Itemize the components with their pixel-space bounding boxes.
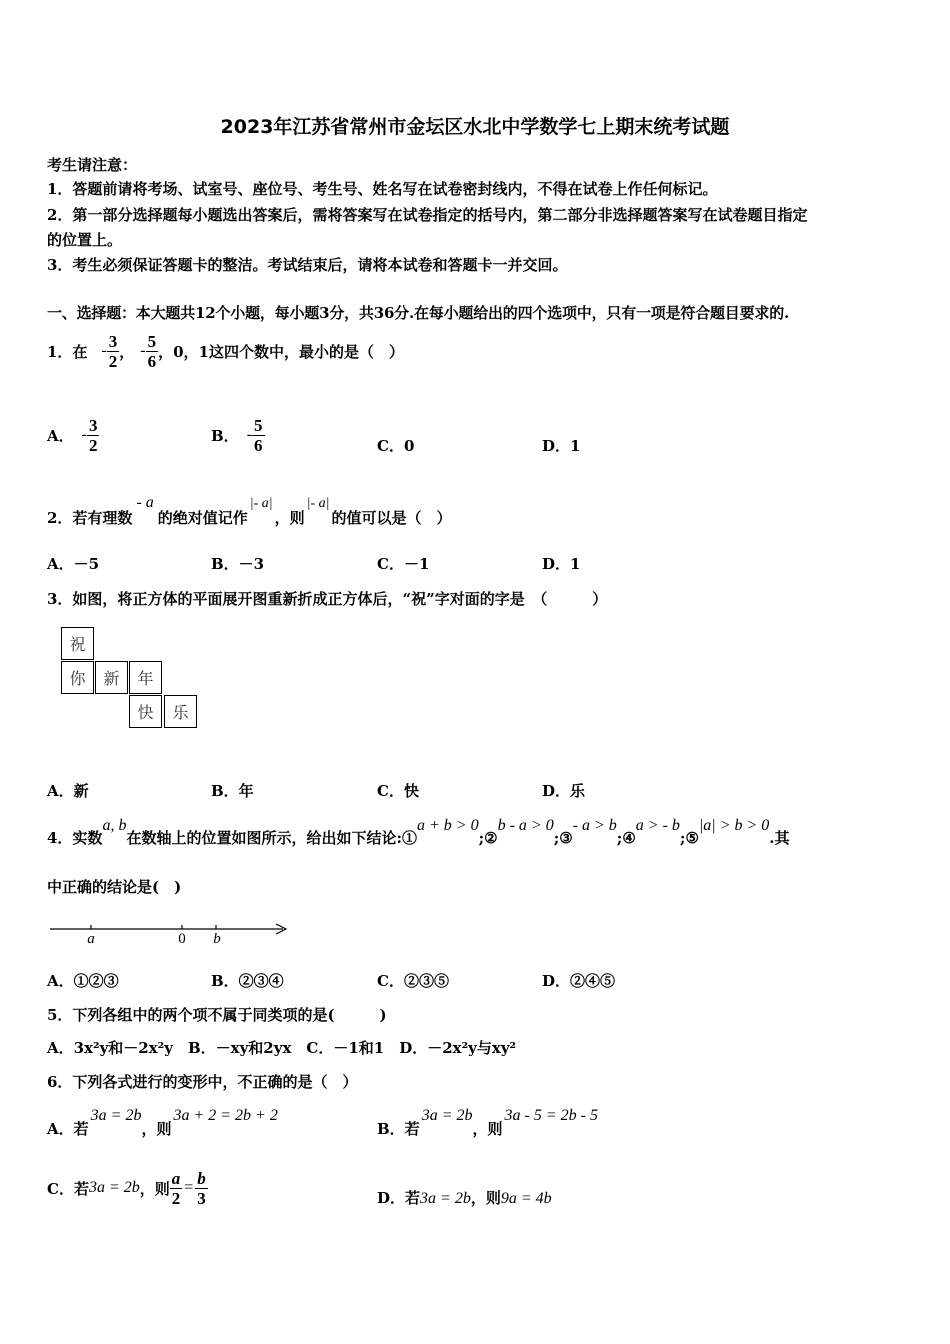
- question-5: 5．下列各组中的两个项不属于同类项的是( ): [47, 1006, 387, 1024]
- notice-item-1: 1．答题前请将考场、试室号、座位号、考生号、姓名写在试卷密封线内，不得在试卷上作任何标记。: [47, 180, 718, 198]
- net-cell-ni: 你: [61, 661, 94, 694]
- net-cell-le: 乐: [164, 695, 197, 728]
- q4-option-d: D．②④⑤: [542, 972, 616, 990]
- q4-conclusion-3: - a > b: [572, 817, 617, 834]
- notice-heading: 考生请注意：: [47, 156, 138, 174]
- q4-conclusion-2: b - a > 0: [497, 817, 554, 834]
- q1-prefix: 1．在: [47, 342, 88, 361]
- net-cell-zhu: 祝: [61, 627, 94, 660]
- q3-option-b: B．年: [211, 782, 254, 800]
- q1-option-a: A． - $\frac{3}{2}$: [47, 415, 98, 455]
- q2-expr-abs-2: |- a|: [306, 496, 330, 511]
- q4-vars: a, b: [102, 817, 127, 834]
- q1-fraction-2: $\frac{5}{6}$: [147, 331, 157, 371]
- question-6: 6．下列各式进行的变形中，不正确的是（ ）: [47, 1073, 358, 1091]
- q6-option-c: C．若 3a = 2b ，则 $\frac{a}{2}$ = $\frac{b}{3}$: [47, 1168, 206, 1208]
- q2-expr-neg-a: - a: [136, 494, 154, 511]
- question-3: 3．如图，将正方体的平面展开图重新折成正方体后，“祝”字对面的字是 （ ）: [47, 590, 608, 608]
- q1-option-d: D．1: [542, 437, 581, 455]
- net-cell-xin: 新: [95, 661, 128, 694]
- q1-neg-sign: -: [101, 342, 107, 359]
- q6-option-d: D．若3a = 2b，则9a = 4b: [377, 1189, 552, 1207]
- label-b: b: [213, 931, 221, 947]
- question-2: 2．若有理数- a的绝对值记作|- a|，则|- a|的值可以是（ ）: [47, 494, 452, 527]
- section-heading: 一、选择题：本大题共12个小题，每小题3分，共36分.在每小题给出的四个选项中，只有一项是符合题目要求的.: [47, 304, 790, 322]
- q4-line-2: 中正确的结论是( ): [47, 878, 182, 896]
- q4-conclusion-1: a + b > 0: [416, 817, 479, 834]
- label-a: a: [87, 931, 95, 947]
- q1-suffix: ，0，1这四个数中，最小的是（ ）: [158, 342, 404, 361]
- q2-option-b: B．－3: [211, 555, 265, 573]
- q1-fraction-1: $\frac{3}{2}$: [108, 331, 118, 371]
- q2-option-d: D．1: [542, 555, 581, 573]
- q1-option-b: B． - $\frac{5}{6}$: [211, 415, 263, 455]
- notice-item-2: 2．第一部分选择题每小题选出答案后，需将答案写在试卷指定的括号内，第二部分非选择题答案写在试卷题目指定: [47, 206, 808, 224]
- q4-option-c: C．②③⑤: [377, 972, 449, 990]
- q2-expr-abs: |- a|: [249, 496, 273, 511]
- q3-option-c: C．快: [377, 782, 419, 800]
- q3-option-d: D．乐: [542, 782, 586, 800]
- q4-option-b: B．②③④: [211, 972, 284, 990]
- net-cell-kuai: 快: [129, 695, 162, 728]
- q4-conclusion-4: a > - b: [635, 817, 680, 834]
- q2-option-a: A．－5: [47, 555, 100, 573]
- number-line-figure: [40, 915, 300, 951]
- question-4: 4．实数a, b在数轴上的位置如图所示，给出如下结论:①a + b > 0;②b - a > 0;③- a > b;④a > - b;⑤|a| > b > 0.其: [47, 817, 790, 847]
- q1-option-c: C．0: [377, 437, 415, 455]
- q5-options: A．3x²y和－2x²y B．－xy和2yx C．－1和1 D．－2x²y与xy²: [47, 1039, 517, 1057]
- q6-option-b: B．若3a = 2b，则3a - 5 = 2b - 5: [377, 1107, 598, 1138]
- q4-option-a: A．①②③: [47, 972, 119, 990]
- notice-item-2-cont: 的位置上。: [47, 231, 123, 249]
- q1-neg-sign-2: -: [140, 342, 146, 359]
- net-cell-nian: 年: [129, 661, 162, 694]
- question-1: [47, 326, 404, 376]
- q2-option-c: C．－1: [377, 555, 430, 573]
- notice-item-3: 3．考生必须保证答题卡的整洁。考试结束后，请将本试卷和答题卡一并交回。: [47, 256, 568, 274]
- q6-option-a: A．若3a = 2b，则3a + 2 = 2b + 2: [47, 1107, 278, 1138]
- label-zero: 0: [178, 931, 186, 947]
- page-title: 2023年江苏省常州市金坛区水北中学数学七上期末统考试题: [220, 116, 730, 138]
- q1-comma: ，: [119, 342, 135, 361]
- q4-conclusion-5: |a| > b > 0: [698, 817, 770, 834]
- q3-option-a: A．新: [47, 782, 89, 800]
